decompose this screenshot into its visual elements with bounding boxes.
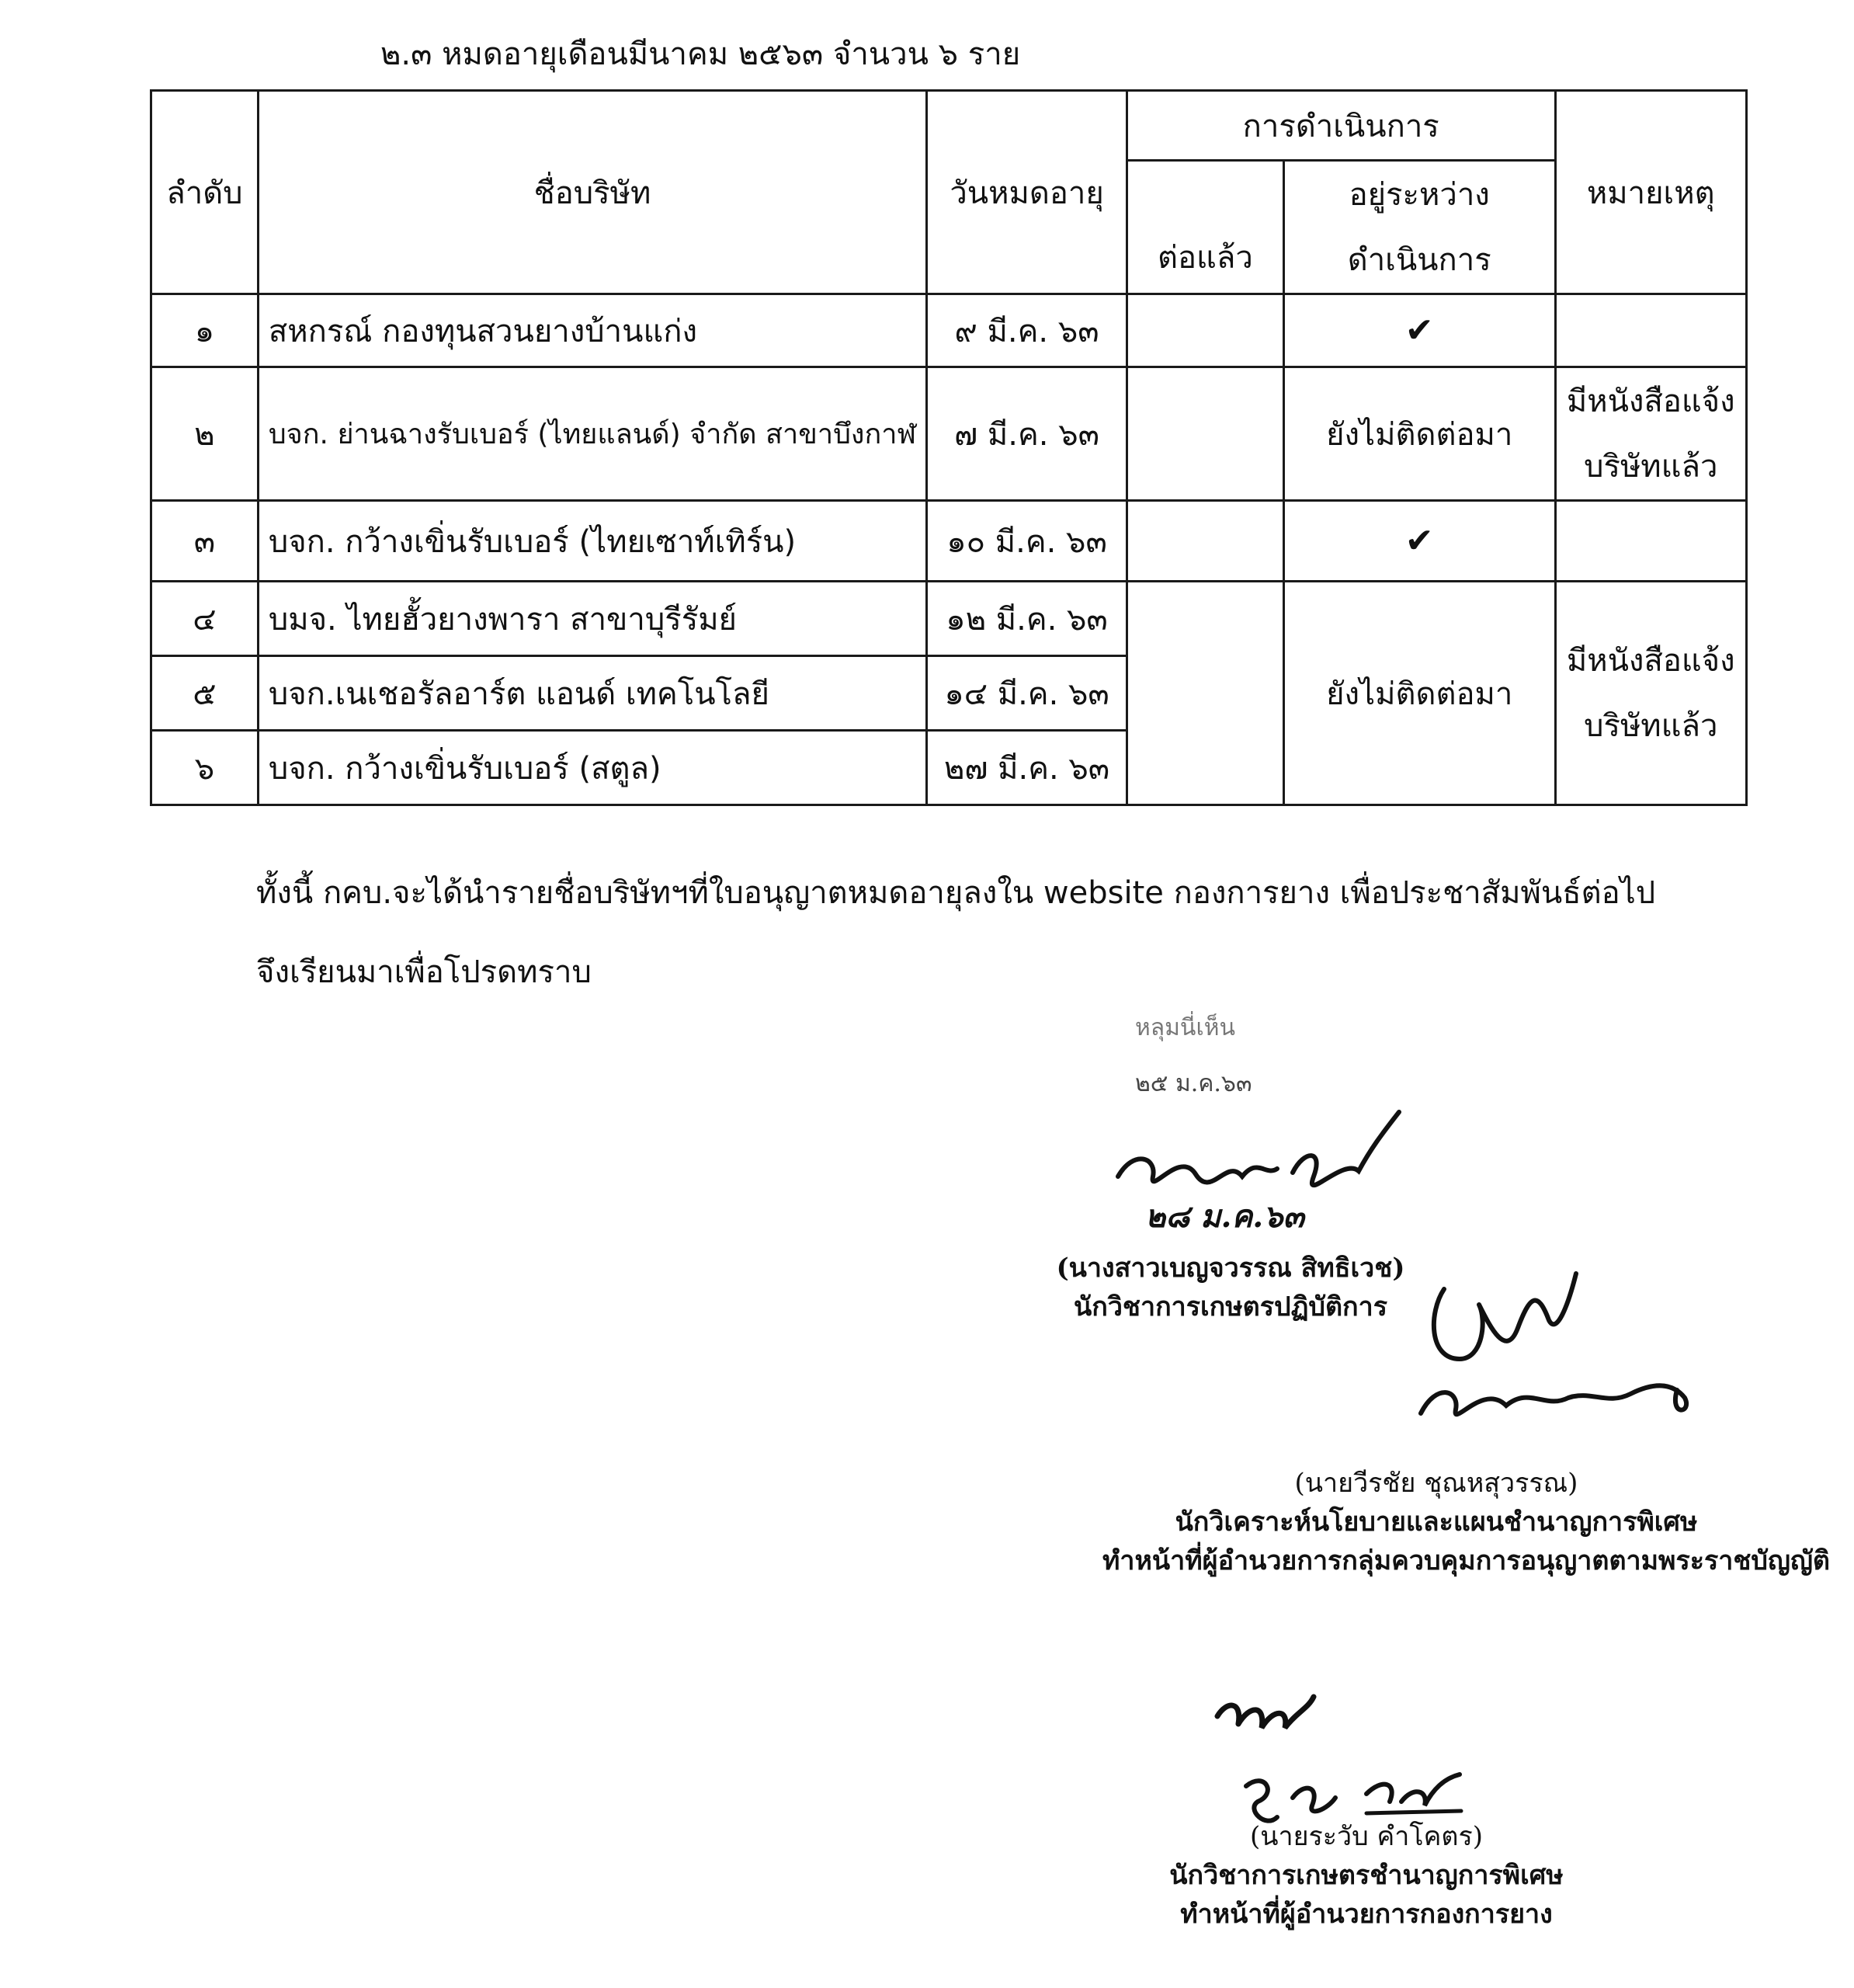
signer-1-name: (นางสาวเบญจวรรณ สิทธิเวช) (1056, 1253, 1405, 1284)
signer-1-block (1044, 1249, 1417, 1326)
cell-company: บจก. ย่านฉางรับเบอร์ (ไทยแลนด์) จำกัด สาขาบึงกาฬ (258, 367, 926, 501)
cell-company: บจก. กว้างเขิ่นรับเบอร์ (สตูล) (258, 731, 926, 805)
cell-expiry: ๑๐ มี.ค. ๖๓ (927, 501, 1127, 582)
cell-renewed (1127, 582, 1283, 805)
cell-company: บจก.เนเชอรัลอาร์ต แอนด์ เทคโนโลยี (258, 656, 926, 731)
cell-expiry: ๒๗ มี.ค. ๖๓ (927, 731, 1127, 805)
table-row (151, 367, 1747, 501)
header-in-progress (1283, 161, 1555, 294)
header-in-progress-line-1: อยู่ระหว่าง (1349, 176, 1490, 213)
cell-seq: ๑ (151, 294, 259, 367)
cell-in-progress: ยังไม่ติดต่อมา (1283, 367, 1555, 501)
check-icon: ✔ (1283, 294, 1555, 367)
signature-1-icon (1110, 1103, 1405, 1204)
cell-company: บจก. กว้างเขิ่นรับเบอร์ (ไทยเซาท์เทิร์น) (258, 501, 926, 582)
header-seq: ลำดับ (151, 91, 259, 294)
signer-2-position-1: นักวิเคราะห์นโยบายและแผนชำนาญการพิเศษ (1175, 1507, 1698, 1538)
check-icon: ✔ (1283, 501, 1555, 582)
cell-seq: ๕ (151, 656, 259, 731)
note-line-1: หลุมนี่เห็น (1135, 1014, 1235, 1041)
section-heading: ๒.๓ หมดอายุเดือนมีนาคม ๒๕๖๓ จำนวน ๖ ราย (380, 36, 1021, 72)
signer-2-name: (นายวีรชัย ชุณหสุวรรณ) (1294, 1468, 1578, 1499)
cell-renewed (1127, 294, 1283, 367)
header-company: ชื่อบริษัท (258, 91, 926, 294)
cell-expiry: ๑๒ มี.ค. ๖๓ (927, 582, 1127, 656)
remark-line-1: มีหนังสือแจ้ง (1566, 642, 1735, 679)
note-line-2: ๒๕ ม.ค.๖๓ (1135, 1070, 1252, 1097)
remark-line-2: บริษัทแล้ว (1584, 707, 1718, 744)
signer-3-position-1: นักวิชาการเกษตรชำนาญการพิเศษ (1169, 1860, 1564, 1891)
cell-company: สหกรณ์ กองทุนสวนยางบ้านแก่ง (258, 294, 926, 367)
header-expiry: วันหมดอายุ (927, 91, 1127, 294)
closing-salutation: จึงเรียนมาเพื่อโปรดทราบ (256, 954, 592, 990)
cell-renewed (1127, 367, 1283, 501)
cell-renewed (1127, 501, 1283, 582)
cell-seq: ๓ (151, 501, 259, 582)
cell-seq: ๒ (151, 367, 259, 501)
signer-1-position: นักวิชาการเกษตรปฏิบัติการ (1074, 1291, 1387, 1322)
signer-1-date: ๒๘ ม.ค.๖๓ (1145, 1198, 1304, 1235)
signer-3-name: (นายระวับ คำโคตร) (1250, 1821, 1483, 1852)
header-operation: การดำเนินการ (1127, 91, 1555, 161)
approver-signature-icon (1413, 1242, 1708, 1429)
acknowledge-mark-icon (1211, 1685, 1320, 1747)
cell-remark-group (1555, 582, 1747, 805)
header-remark: หมายเหตุ (1555, 91, 1747, 294)
remark-line-1: มีหนังสือแจ้ง (1566, 383, 1735, 419)
table-row (151, 294, 1747, 367)
cell-in-progress-group: ยังไม่ติดต่อมา (1283, 582, 1555, 805)
cell-company: บมจ. ไทยฮั้วยางพารา สาขาบุรีรัมย์ (258, 582, 926, 656)
cell-seq: ๖ (151, 731, 259, 805)
expiry-table (150, 89, 1748, 806)
table-row (151, 501, 1747, 582)
signer-3-block (1134, 1817, 1599, 1934)
cell-remark (1555, 367, 1747, 501)
table-row (151, 582, 1747, 656)
cell-expiry: ๑๔ มี.ค. ๖๓ (927, 656, 1127, 731)
cell-remark (1555, 501, 1747, 582)
signer-3-position-2: ทำหน้าที่ผู้อำนวยการกองการยาง (1180, 1899, 1553, 1930)
signer-2-block (1102, 1464, 1830, 1580)
header-in-progress-line-2: ดำเนินการ (1347, 242, 1491, 278)
closing-paragraph: ทั้งนี้ กคบ.จะได้นำรายชื่อบริษัทฯที่ใบอนุญาตหมดอายุลงใน website กองการยาง เพื่อประชาสัมพันธ์ต่อไป (256, 875, 1656, 911)
cell-expiry: ๗ มี.ค. ๖๓ (927, 367, 1127, 501)
cell-expiry: ๙ มี.ค. ๖๓ (927, 294, 1127, 367)
remark-line-2: บริษัทแล้ว (1584, 448, 1718, 485)
cell-remark (1555, 294, 1747, 367)
header-renewed: ต่อแล้ว (1127, 161, 1283, 294)
cell-seq: ๔ (151, 582, 259, 656)
signer-2-position-2: ทำหน้าที่ผู้อำนวยการกลุ่มควบคุมการอนุญาตตามพระราชบัญญัติ (1102, 1545, 1830, 1576)
